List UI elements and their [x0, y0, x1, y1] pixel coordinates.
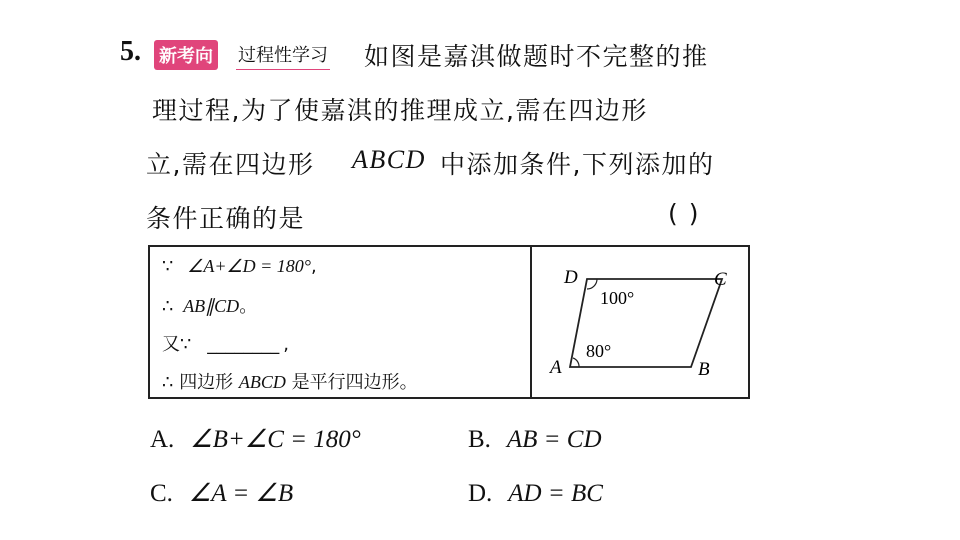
- option-b-label: B.: [468, 426, 491, 453]
- option-a-label: A.: [150, 426, 175, 453]
- angle-a-arc: [573, 358, 579, 367]
- question-quad-name: ABCD: [352, 145, 426, 174]
- option-c-text: ∠A = ∠B: [188, 480, 294, 507]
- question-line-1: 如图是嘉淇做题时不完整的推: [364, 42, 709, 71]
- option-c-label: C.: [150, 480, 173, 507]
- proof-line4-pre: 四边形: [179, 372, 234, 393]
- option-c[interactable]: [150, 478, 293, 508]
- vertex-a-label: A: [550, 357, 562, 378]
- proof-line-1: [162, 256, 317, 277]
- question-line-3b: 中添加条件,下列添加的: [440, 150, 715, 179]
- option-d-text: AD = BC: [508, 480, 603, 507]
- proof-line4-post: 是平行四边形。: [291, 372, 418, 393]
- proof-line-4: [162, 368, 418, 394]
- angle-d-arc: [587, 279, 597, 289]
- subtag-label: 过程性学习: [236, 41, 330, 70]
- proof-expr-2: AB∥CD: [183, 296, 240, 316]
- question-line-3a: 立,需在四边形: [146, 150, 315, 179]
- vertex-b-label: B: [698, 359, 710, 380]
- proof-end-1: ,: [310, 256, 317, 277]
- proof-line-2: [162, 292, 257, 318]
- option-d-label: D.: [468, 480, 493, 507]
- question-number: 5.: [120, 36, 141, 67]
- therefore-symbol: ∴: [162, 296, 174, 317]
- because-symbol: ∵: [162, 256, 174, 277]
- also-because-text: 又∵: [162, 334, 192, 355]
- angle-d-value: 100°: [600, 288, 635, 308]
- proof-blank: ________: [207, 334, 280, 355]
- vertex-c-label: C: [714, 269, 727, 290]
- option-a-text: ∠B+∠C = 180°: [190, 426, 361, 453]
- question-line-2: 理过程,为了使嘉淇的推理成立,需在四边形: [152, 96, 648, 125]
- option-d[interactable]: [468, 478, 603, 508]
- angle-a-value: 80°: [586, 341, 612, 361]
- option-b-text: AB = CD: [506, 426, 602, 453]
- option-a[interactable]: [150, 424, 361, 454]
- proof-end-3: ,: [283, 334, 289, 355]
- proof-expr-1: ∠A+∠D = 180°: [187, 256, 311, 276]
- proof-line-3: [162, 330, 289, 356]
- vertex-d-label: D: [564, 267, 578, 288]
- option-b[interactable]: [468, 424, 602, 454]
- therefore-symbol-2: ∴: [162, 372, 174, 393]
- answer-parentheses: ( ): [668, 199, 700, 228]
- quadrilateral-figure: [532, 247, 748, 397]
- proof-line4-quad: ABCD: [238, 372, 286, 392]
- question-line-4: 条件正确的是: [146, 204, 306, 233]
- tag-badge: 新考向: [154, 40, 218, 70]
- proof-end-2: 。: [239, 296, 258, 317]
